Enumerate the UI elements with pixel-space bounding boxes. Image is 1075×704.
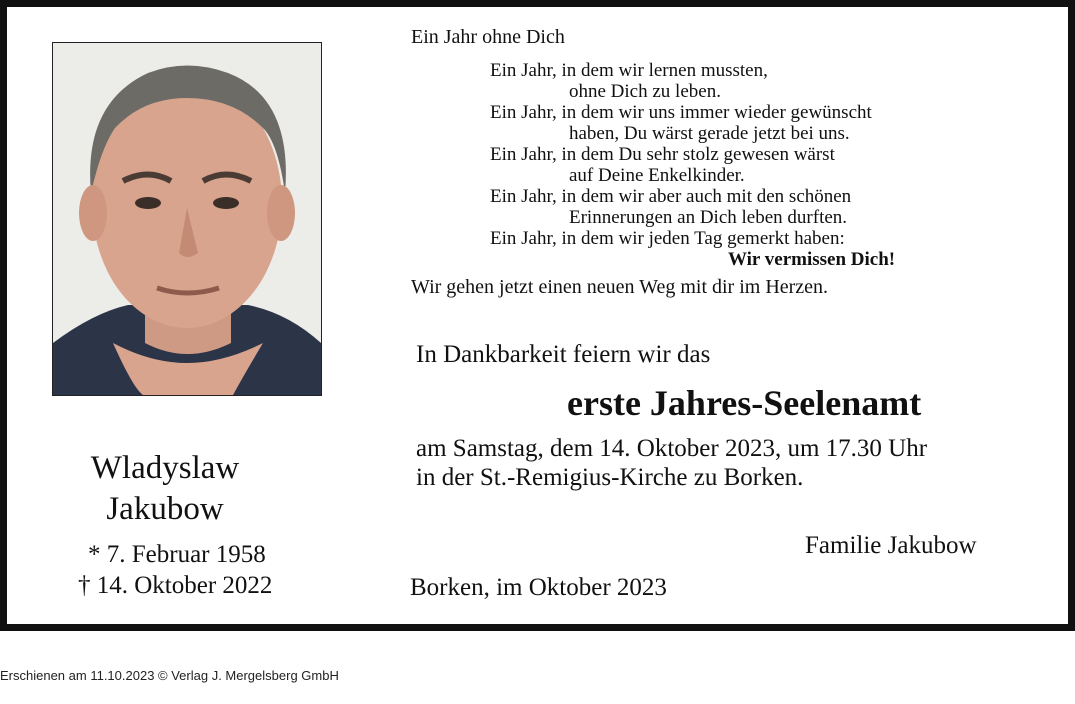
poem-line: Ein Jahr, in dem wir aber auch mit den schönen: [490, 186, 852, 207]
poem-line: Ein Jahr, in dem Du sehr stolz gewesen wärst: [490, 144, 835, 165]
place-date: Borken, im Oktober 2023: [410, 574, 667, 601]
publication-footer: Erschienen am 11.10.2023 © Verlag J. Mergelsberg GmbH: [0, 668, 339, 683]
poem-line: haben, Du wärst gerade jetzt bei uns.: [569, 123, 850, 144]
poem-emphasis: Wir vermissen Dich!: [728, 249, 896, 270]
poem-line: auf Deine Enkelkinder.: [569, 165, 745, 186]
poem-title: Ein Jahr ohne Dich: [411, 26, 565, 48]
family-signature: Familie Jakubow: [805, 532, 977, 559]
poem-line: Ein Jahr, in dem wir jeden Tag gemerkt haben:: [490, 228, 845, 249]
deceased-last-name: Jakubow: [106, 491, 224, 527]
birth-date: * 7. Februar 1958: [88, 541, 266, 568]
poem-line: Erinnerungen an Dich leben durften.: [569, 207, 848, 228]
poem-line: Ein Jahr, in dem wir uns immer wieder gewünscht: [490, 102, 872, 123]
portrait-photo: [52, 42, 322, 396]
portrait-image: [53, 43, 321, 395]
service-location: in der St.-Remigius-Kirche zu Borken.: [416, 464, 804, 491]
service-datetime: am Samstag, dem 14. Oktober 2023, um 17.30 Uhr: [416, 435, 928, 462]
announcement-heading: erste Jahres-Seelenamt: [567, 383, 922, 423]
announcement-intro: In Dankbarkeit feiern wir das: [416, 341, 711, 368]
poem-line: ohne Dich zu leben.: [569, 81, 721, 102]
poem-closing: Wir gehen jetzt einen neuen Weg mit dir im Herzen.: [411, 276, 829, 298]
poem-line: Ein Jahr, in dem wir lernen mussten,: [490, 60, 768, 81]
deceased-first-name: Wladyslaw: [90, 450, 240, 486]
death-date: † 14. Oktober 2022: [78, 572, 273, 599]
